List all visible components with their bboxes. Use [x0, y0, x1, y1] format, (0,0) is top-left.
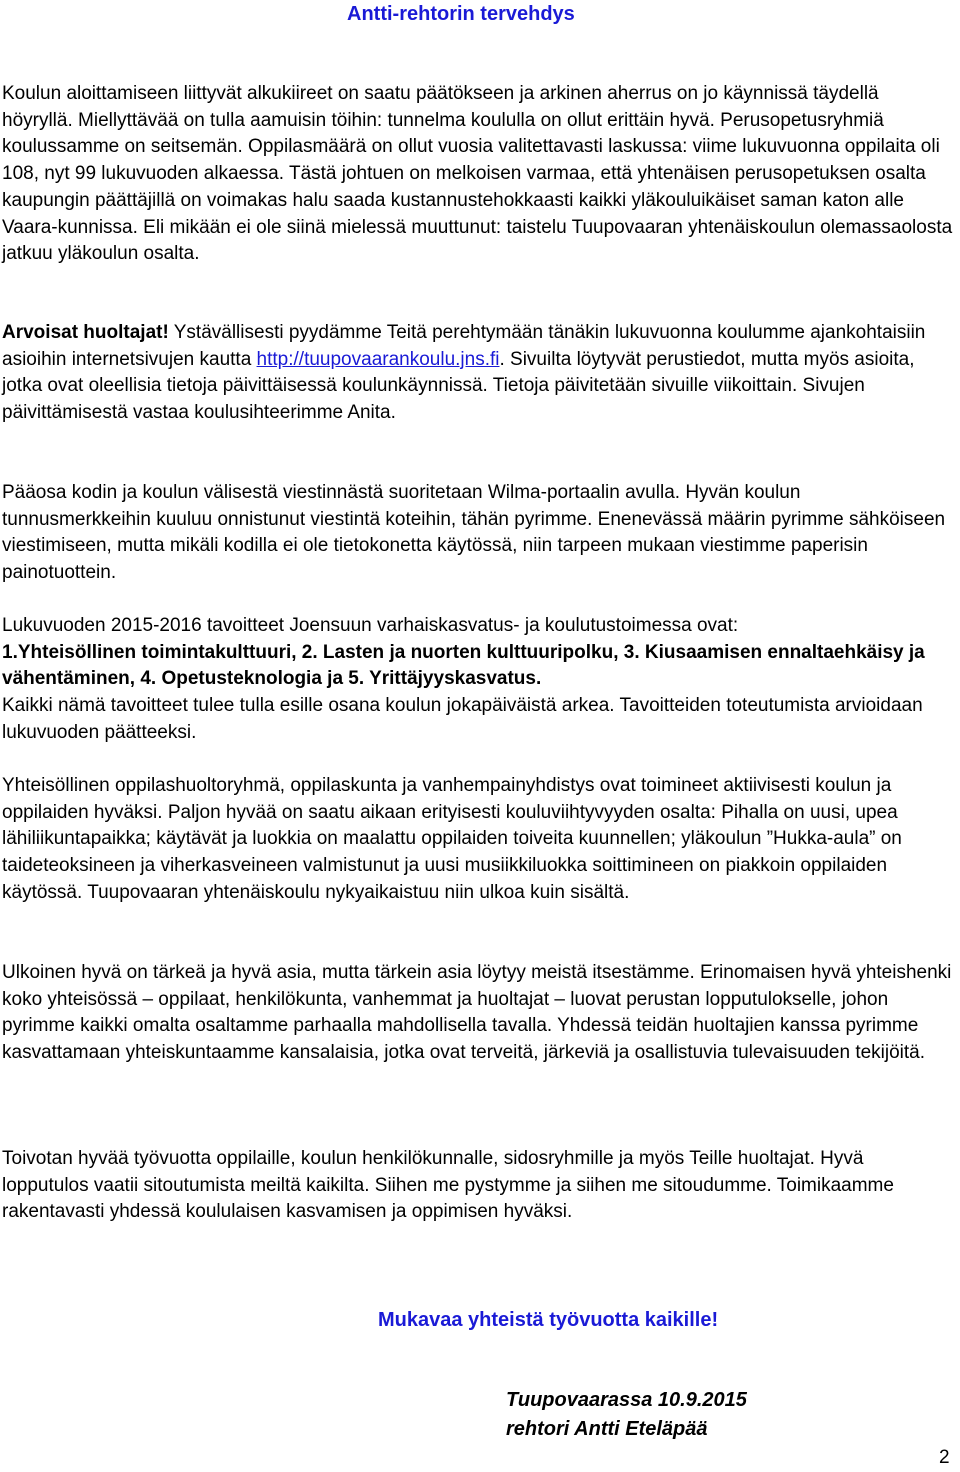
guardians-text-rest: . Sivuilta löytyvät perustiedot, mutta myös asioita, jotka ovat oleellisia tietoja päivittäisessä koulunkäynnissä. Tietoja päivitetään sivuille viikoittain. Sivujen päivittämisestä vastaa koulusihteerimme Anita. [2, 348, 915, 424]
school-website-link[interactable]: http://tuupovaarankoulu.jns.fi [256, 348, 500, 370]
paragraph-communication: Pääosa kodin ja koulun välisestä viestinnästä suoritetaan Wilma-portaalin avulla. Hyvän koulun tunnusmerkkeihin kuuluu onnistunut viestintä koteihin, tähän pyrimme. Enenevässä määrin pyrimme sähköiseen viestimiseen, mutta mikäli kodilla ei ole tietokonetta käytössä, niin tarpeen mukaan viestimme paperisin painotuottein. [2, 482, 946, 584]
paragraph-team-spirit: Ulkoinen hyvä on tärkeä ja hyvä asia, mutta tärkein asia löytyy meistä itsestämme. Erinomaisen hyvä yhteishenki koko yhteisössä – oppilaat, henkilökunta, vanhemmat ja huoltajat – luovat perustan lopputulokselle, johon pyrimme kaikki omalta osaltamme parhaalla mahdollisella tavalla. Yhdessä teidän huoltajien kanssa pyrimme kasvattamaan yhteiskuntaamme kansalaisia, jotka ovat terveitä, järkeviä ja osallistuvia tulevaisuuden tekijöitä. [2, 962, 952, 1064]
guardians-heading: Arvoisat huoltajat! [2, 322, 169, 343]
closing-line: Mukavaa yhteistä työvuotta kaikille! [378, 1309, 719, 1331]
paragraph-intro: Koulun aloittamiseen liittyvät alkukiireet on saatu päätökseen ja arkinen aherrus on jo käynnissä täydellä höyryllä. Miellyttävää on tulla aamuisin töihin: tunnelma koululla on ollut erittäin hyvä. Perusopetusryhmiä koulussamme on seitsemän. Oppilasmäärä on ollut vuosia valitettavasti laskussa: viime lukuvuonna oppilaita oli 108, nyt 99 lukuvuoden alkaessa. Tästä johtuen on melkoisen varmaa, että yhtenäisen perusopetuksen osalta kaupungin päättäjillä on voimakas halu saada kustannustehokkaasti kaikki yläkouluikäiset saman katon alle Vaara-kunnissa. Eli mikään ei ole siinä mielessä muuttunut: taistelu Tuupovaaran yhtenäiskoulun olemassaolosta jatkuu yläkoulun osalta. [2, 83, 953, 265]
page-title: Antti-rehtorin tervehdys [347, 3, 575, 25]
paragraph-goals [2, 613, 954, 747]
guardians-text: Ystävällisesti pyydämme Teitä perehtymään tänäkin lukuvuonna koulumme ajankohtaisiin asioihin internetsivujen kautta [2, 322, 926, 370]
signature-block [506, 1386, 747, 1444]
page-number: 2 [939, 1447, 950, 1468]
goals-rest: Kaikki nämä tavoitteet tulee tulla esille osana koulun jokapäiväistä arkea. Tavoitteiden toteutumista arvioidaan lukuvuoden päätteeksi. [2, 695, 923, 743]
paragraph-wishes: Toivotan hyvää työvuotta oppilaille, koulun henkilökunnalle, sidosryhmille ja myös Teille huoltajat. Hyvä lopputulos vaatii sitoutumista meiltä kaikilta. Siihen me pystymme ja siihen me sitoudumme. Toimikaamme rakentavasti yhdessä koululaisen kasvamisen ja oppimisen hyväksi. [2, 1148, 894, 1223]
paragraph-community: Yhteisöllinen oppilashuoltoryhmä, oppilaskunta ja vanhempainyhdistys ovat toimineet aktiivisesti koulun ja oppilaiden hyväksi. Paljon hyvää on saatu aikaan erityisesti kouluviihtyvyyden osalta: Pihalla on uusi, upea lähiliikuntapaikka; käytävät ja luokkia on maalattu oppilaiden toiveita kuunnellen; yläkoulun ”Hukka-aula” on taideteoksineen ja viherkasveineen valmistunut ja uusi musiikkiluokka soittimineen on piakkoin oppilaiden käytössä. Tuupovaaran yhtenäiskoulu nykyaikaistuu niin ulkoa kuin sisältä. [2, 775, 902, 903]
paragraph-guardians [2, 320, 954, 427]
goals-intro: Lukuvuoden 2015-2016 tavoitteet Joensuun varhaiskasvatus- ja koulutustoimessa ovat: [2, 615, 739, 636]
signature-place-date: Tuupovaarassa 10.9.2015 [506, 1389, 747, 1411]
goals-list: 1.Yhteisöllinen toimintakulttuuri, 2. Lasten ja nuorten kulttuuripolku, 3. Kiusaamisen ennaltaehkäisy ja vähentäminen, 4. Opetusteknologia ja 5. Yrittäjyyskasvatus. [2, 641, 925, 690]
signature-name: rehtori Antti Eteläpää [506, 1418, 708, 1440]
